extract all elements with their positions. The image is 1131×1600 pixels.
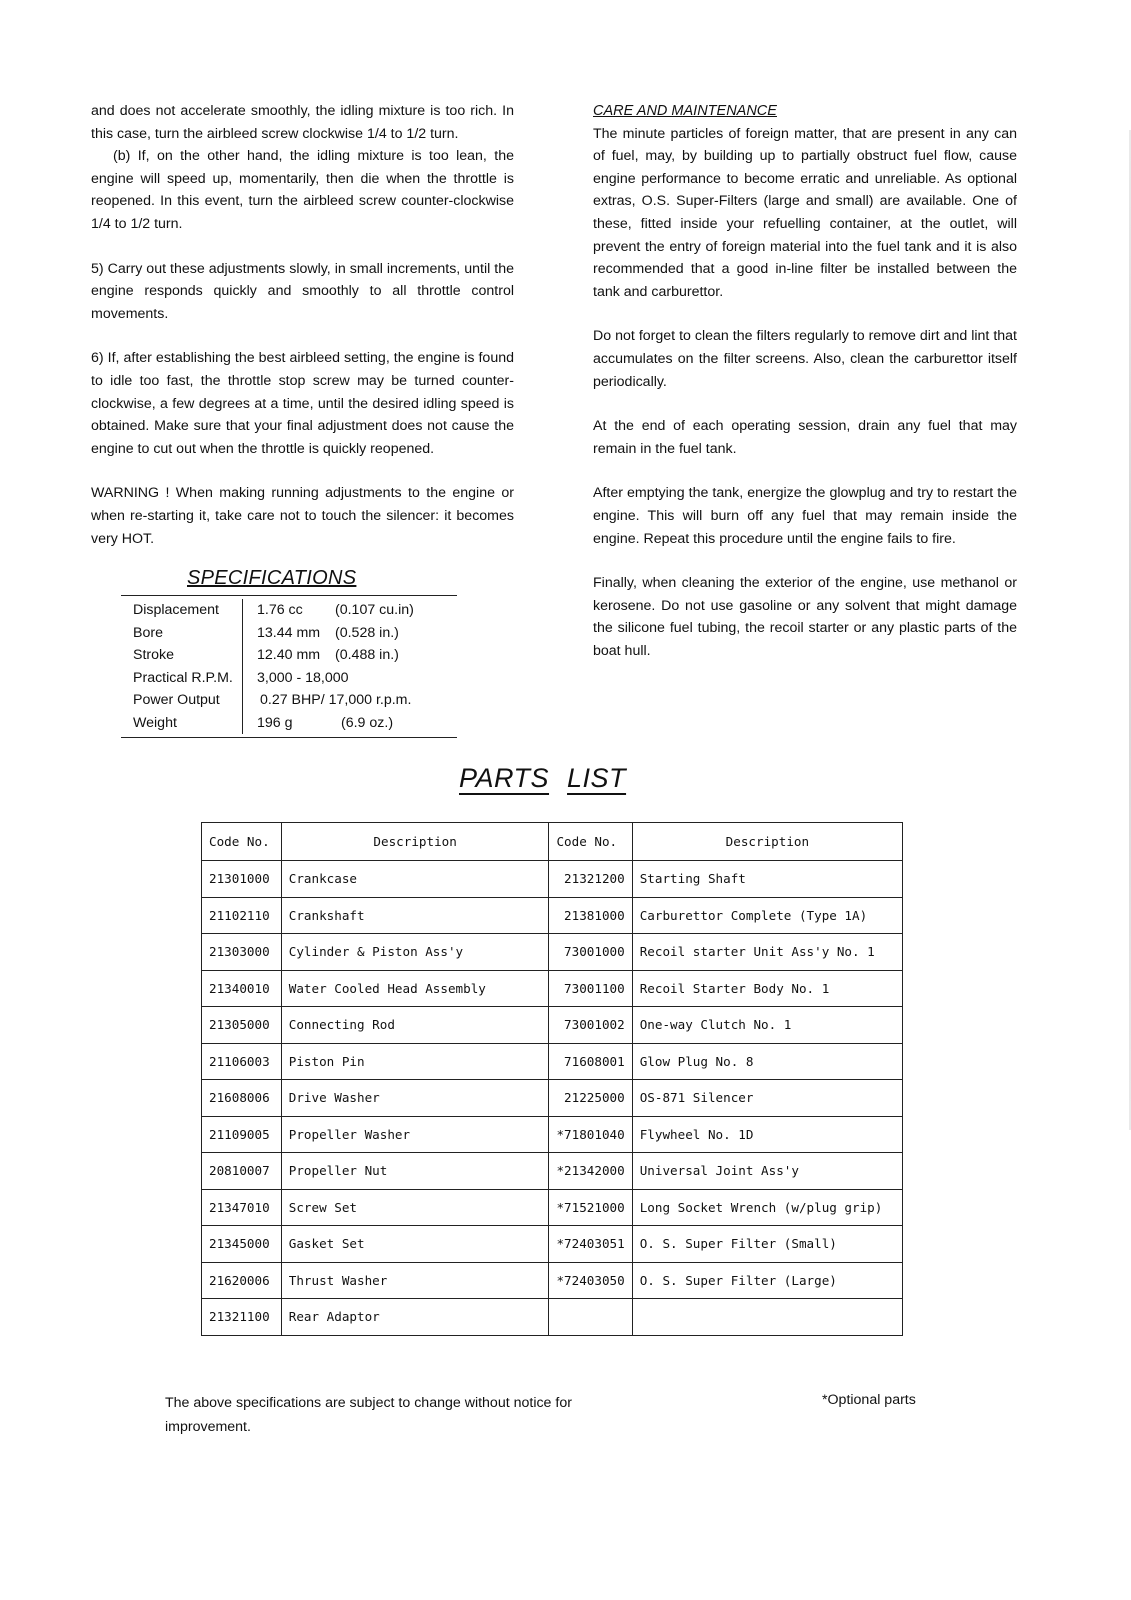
part-code-2: 21381000 [549, 897, 632, 934]
paragraph-step-6: 6) If, after establishing the best airbleed setting, the engine is found to idle too fast, the throttle stop screw may be turned counter-clockwise, a few degrees at a time, until the desired idling speed is obtained. Make sure that your final adjustment does not cause the engine to cut out when the throttle is quickly reopened. [91, 350, 514, 457]
spec-value: 1.76 cc [257, 602, 303, 618]
part-code: 20810007 [202, 1153, 282, 1190]
part-description: Crankshaft [281, 897, 549, 934]
spec-row [121, 689, 457, 712]
part-description-2 [632, 1299, 902, 1336]
table-row [202, 1189, 903, 1226]
spec-value: 0.27 BHP/ 17,000 r.p.m. [260, 692, 412, 708]
header-description-2: Description [632, 823, 902, 861]
right-column [593, 100, 1017, 662]
part-code: 21347010 [202, 1189, 282, 1226]
part-code-2: *71801040 [549, 1116, 632, 1153]
table-row [202, 1080, 903, 1117]
part-code: 21321100 [202, 1299, 282, 1336]
part-code: 21620006 [202, 1262, 282, 1299]
part-code-2: 21225000 [549, 1080, 632, 1117]
part-code: 21608006 [202, 1080, 282, 1117]
spec-label: Bore [121, 622, 243, 645]
part-code: 21303000 [202, 934, 282, 971]
part-description-2: Carburettor Complete (Type 1A) [632, 897, 902, 934]
part-description: Gasket Set [281, 1226, 549, 1263]
part-code: 21106003 [202, 1043, 282, 1080]
part-code-2: *72403050 [549, 1262, 632, 1299]
part-description: Crankcase [281, 861, 549, 898]
part-description-2: Starting Shaft [632, 861, 902, 898]
part-description: Connecting Rod [281, 1007, 549, 1044]
parts-table-header [202, 823, 903, 861]
table-row [202, 1262, 903, 1299]
table-row [202, 1153, 903, 1190]
spec-value-imperial: (6.9 oz.) [341, 714, 394, 731]
spec-row [121, 712, 457, 735]
spec-label: Stroke [121, 644, 243, 667]
part-code: 21340010 [202, 970, 282, 1007]
part-description-2: Recoil Starter Body No. 1 [632, 970, 902, 1007]
part-code-2 [549, 1299, 632, 1336]
part-description: Cylinder & Piston Ass'y [281, 934, 549, 971]
part-code: 21345000 [202, 1226, 282, 1263]
optional-parts-note: *Optional parts [822, 1392, 916, 1408]
spec-row [121, 667, 457, 690]
specifications-table [121, 595, 457, 738]
specifications-heading: SPECIFICATIONS [187, 567, 357, 589]
part-description: Screw Set [281, 1189, 549, 1226]
part-description-2: Universal Joint Ass'y [632, 1153, 902, 1190]
paragraph-lean-mixture: (b) If, on the other hand, the idling mixture is too lean, the engine will speed up, momentarily, then die when the throttle is reopened. In this event, turn the airbleed screw counter-clockwise 1/4 to 1/2 turn. [91, 148, 514, 232]
part-description: Piston Pin [281, 1043, 549, 1080]
part-description-2: One-way Clutch No. 1 [632, 1007, 902, 1044]
part-description-2: Flywheel No. 1D [632, 1116, 902, 1153]
spec-value: 13.44 mm [257, 624, 321, 641]
parts-list-heading [459, 763, 644, 794]
part-description: Drive Washer [281, 1080, 549, 1117]
table-row [202, 1043, 903, 1080]
spec-row [121, 622, 457, 645]
spec-label: Displacement [121, 599, 243, 622]
part-code-2: 71608001 [549, 1043, 632, 1080]
part-code: 21301000 [202, 861, 282, 898]
header-code-2: Code No. [549, 823, 632, 861]
paragraph-clean-filters: Do not forget to clean the filters regularly to remove dirt and lint that accumulates on the filter screens. Also, clean the carburettor itself periodically. [593, 328, 1017, 390]
part-description-2: Recoil starter Unit Ass'y No. 1 [632, 934, 902, 971]
paragraph-rich-mixture: and does not accelerate smoothly, the idling mixture is too rich. In this case, turn the airbleed screw clockwise 1/4 to 1/2 turn. [91, 103, 514, 142]
part-code-2: 73001000 [549, 934, 632, 971]
part-code-2: 73001002 [549, 1007, 632, 1044]
left-column [91, 100, 514, 550]
spec-value-imperial: (0.107 cu.in) [335, 602, 414, 618]
spec-label: Power Output [121, 689, 243, 712]
part-description: Propeller Nut [281, 1153, 549, 1190]
part-description-2: OS-871 Silencer [632, 1080, 902, 1117]
spec-row [121, 644, 457, 667]
table-row [202, 1116, 903, 1153]
table-row [202, 970, 903, 1007]
spec-row [121, 599, 457, 622]
table-row [202, 861, 903, 898]
part-description-2: O. S. Super Filter (Small) [632, 1226, 902, 1263]
paragraph-warning: WARNING ! When making running adjustments to the engine or when re-starting it, take care not to touch the silencer: it becomes very HOT. [91, 485, 514, 547]
part-code-2: *72403051 [549, 1226, 632, 1263]
parts-list-heading-word2: LIST [567, 763, 627, 793]
part-description-2: O. S. Super Filter (Large) [632, 1262, 902, 1299]
part-code: 21305000 [202, 1007, 282, 1044]
part-code-2: 21321200 [549, 861, 632, 898]
table-row [202, 1007, 903, 1044]
header-description: Description [281, 823, 549, 861]
table-row [202, 934, 903, 971]
spec-value: 3,000 - 18,000 [257, 669, 349, 686]
spec-value-imperial: (0.528 in.) [335, 624, 399, 641]
specifications-disclaimer: The above specifications are subject to change without notice for improvement. [165, 1395, 572, 1435]
part-description: Thrust Washer [281, 1262, 549, 1299]
part-description: Propeller Washer [281, 1116, 549, 1153]
part-code-2: *21342000 [549, 1153, 632, 1190]
care-maintenance-heading: CARE AND MAINTENANCE [593, 103, 777, 119]
part-description: Water Cooled Head Assembly [281, 970, 549, 1007]
part-code-2: *71521000 [549, 1189, 632, 1226]
header-code: Code No. [202, 823, 282, 861]
paragraph-cleaning-exterior: Finally, when cleaning the exterior of the engine, use methanol or kerosene. Do not use gasoline or any solvent that might damage the silicone fuel tubing, the recoil starter or any plastic parts of the boat hull. [593, 575, 1017, 659]
part-code: 21109005 [202, 1116, 282, 1153]
paragraph-step-5: 5) Carry out these adjustments slowly, in small increments, until the engine responds quickly and smoothly to all throttle control movements. [91, 260, 514, 322]
spec-value: 12.40 mm [257, 647, 321, 663]
spec-value: 196 g [257, 714, 293, 731]
part-code: 21102110 [202, 897, 282, 934]
part-description: Rear Adaptor [281, 1299, 549, 1336]
spec-value-imperial [411, 689, 457, 712]
part-description-2: Long Socket Wrench (w/plug grip) [632, 1189, 902, 1226]
part-code-2: 73001100 [549, 970, 632, 1007]
paragraph-drain-fuel: At the end of each operating session, drain any fuel that may remain in the fuel tank. [593, 418, 1017, 457]
paragraph-restart: After emptying the tank, energize the glowplug and try to restart the engine. This will burn off any fuel that may remain inside the engine. Repeat this procedure until the engine fails to fire. [593, 485, 1017, 547]
spec-value-imperial: (0.488 in.) [335, 647, 399, 663]
table-row [202, 1299, 903, 1336]
parts-list-table [201, 822, 903, 1336]
spec-label: Weight [121, 712, 243, 735]
paragraph-filters: The minute particles of foreign matter, that are present in any can of fuel, may, by building up to partially obstruct fuel flow, cause engine performance to become erratic and unreliable. As optional extras, O.S. Super-Filters (large and small) are available. One of these, fitted inside your refuelling container, at the outlet, will prevent the entry of foreign material into the fuel tank and it is also recommended that a good in-line filter be installed between the tank and carburettor. [593, 125, 1017, 300]
table-row [202, 897, 903, 934]
parts-list-heading-word1: PARTS [459, 763, 550, 793]
spec-value-imperial [349, 667, 457, 690]
table-row [202, 1226, 903, 1263]
spec-label: Practical R.P.M. [121, 667, 243, 690]
part-description-2: Glow Plug No. 8 [632, 1043, 902, 1080]
